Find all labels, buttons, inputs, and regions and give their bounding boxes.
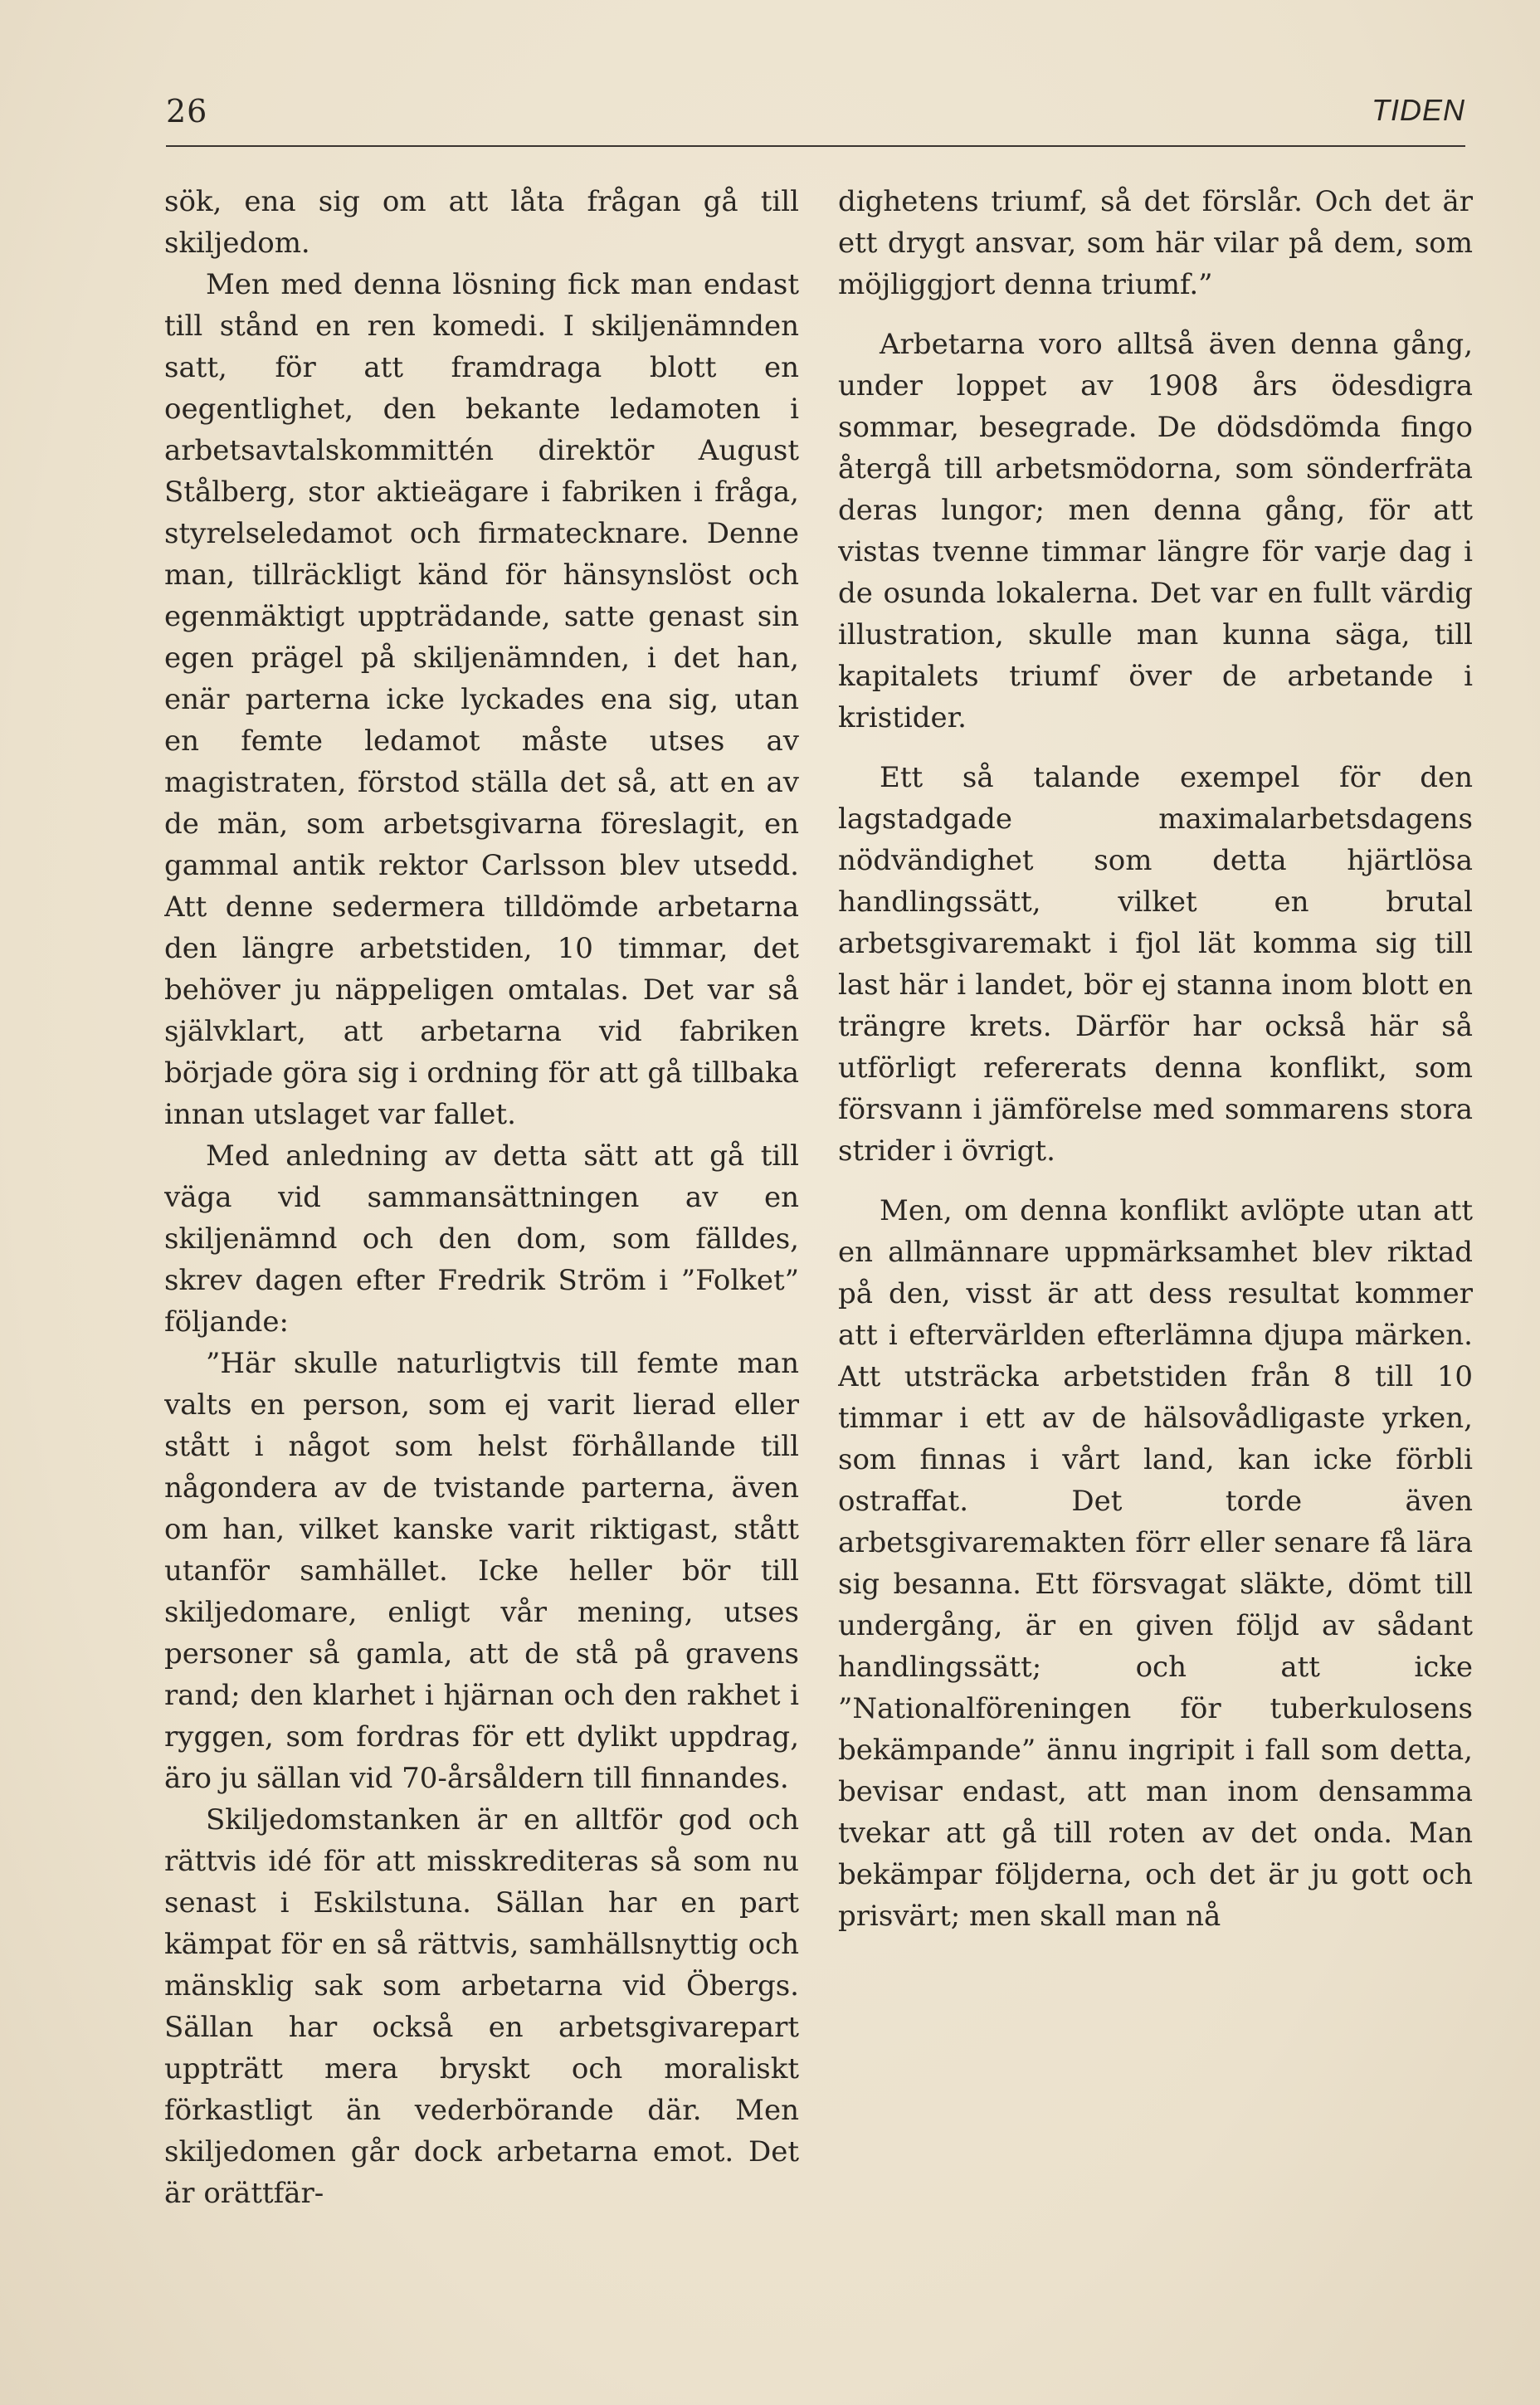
left-column <box>164 181 799 2272</box>
paragraph: Men med denna lösning fick man endast till stånd en ren komedi. I skiljenämnden satt, för att framdraga blott en oegentlighet, den bekante ledamoten i arbetsavtalskommittén direktör August Stålberg, stor aktieägare i fabriken i fråga, styrelseledamot och firmatecknare. Denne man, tillräckligt känd för hänsynslöst och egenmäktigt uppträdande, satte genast sin egen prägel på skiljenämnden, i det han, enär parterna icke lyckades ena sig, utan en femte ledamot måste utses av magistraten, förstod ställa det så, att en av de män, som arbetsgivarna föreslagit, en gammal antik rektor Carlsson blev utsedd. Att denne sedermera tilldömde arbetarna den längre arbetstiden, 10 timmar, det behöver ju näppeligen omtalas. Det var så självklart, att arbetarna vid fabriken började göra sig i ordning för att gå tillbaka innan utslaget var fallet. <box>164 268 799 1131</box>
header-rule <box>166 145 1465 147</box>
paragraph: Med anledning av detta sätt att gå till väga vid sammansättningen av en skiljenämnd och den dom, som fälldes, skrev dagen efter Fredrik Ström i ”Folket” följande: <box>164 1139 799 1339</box>
paragraph: sök, ena sig om att låta frågan gå till skiljedom. <box>164 185 799 260</box>
right-column <box>838 181 1473 2272</box>
page-header <box>166 93 1465 143</box>
page-number: 26 <box>166 93 208 129</box>
quoted-paragraph: dighetens triumf, så det förslår. Och det är ett drygt ansvar, som här vilar på dem, som möjliggjort denna triumf.” <box>838 185 1473 301</box>
journal-title: TIDEN <box>1372 93 1465 127</box>
paragraph: Men, om denna konflikt avlöpte utan att en allmännare uppmärksamhet blev riktad på den, visst är att dess resultat kommer att i eftervärlden efterlämna djupa märken. Att utsträcka arbetstiden från 8 till 10 timmar i ett av de hälsovådligaste yrken, som finnas i vårt land, kan icke förbli ostraffat. Det torde även arbetsgivaremakten förr eller senare få lära sig besanna. Ett försvagat släkte, dömt till undergång, är en given följd av sådant handlingssätt; och att icke ”Nationalföreningen för tuberkulosens bekämpande” ännu ingripit i fall som detta, bevisar endast, att man inom densamma tvekar att gå till roten av det onda. Man bekämpar följderna, och det är ju gott och prisvärt; men skall man nå <box>838 1194 1473 1933</box>
quoted-paragraph: Skiljedomstanken är en alltför god och rättvis idé för att misskrediteras så som nu senast i Eskilstuna. Sällan har en part kämpat för en så rättvis, samhällsnyttig och mänsklig sak som arbetarna vid Öbergs. Sällan har också en arbetsgivarepart uppträtt mera bryskt och moraliskt förkastligt än vederbörande där. Men skiljedomen går dock arbetarna emot. Det är orättfär- <box>164 1803 799 2210</box>
paragraph: Ett så talande exempel för den lagstadgade maximalarbetsdagens nödvändighet som detta hjärtlösa handlingssätt, vilket en brutal arbetsgivaremakt i fjol lät komma sig till last här i landet, bör ej stanna inom blott en trängre krets. Därför har också här så utförligt refererats denna konflikt, som försvann i jämförelse med sommarens stora strider i övrigt. <box>838 761 1473 1168</box>
quoted-paragraph: ”Här skulle naturligtvis till femte man valts en person, som ej varit lierad eller stått i något som helst förhållande till någondera av de tvistande parterna, även om han, vilket kanske varit riktigast, stått utanför samhället. Icke heller bör till skiljedomare, enligt vår mening, utses personer så gamla, att de stå på gravens rand; den klarhet i hjärnan och den rakhet i ryggen, som fordras för ett dylikt uppdrag, äro ju sällan vid 70-årsåldern till finnandes. <box>164 1347 799 1795</box>
paragraph: Arbetarna voro alltså även denna gång, under loppet av 1908 års ödesdigra sommar, besegrade. De dödsdömda fingo återgå till arbetsmödorna, som sönderfräta deras lungor; men denna gång, för att vistas tvenne timmar längre för varje dag i de osunda lokalerna. Det var en fullt värdig illustration, skulle man kunna säga, till kapitalets triumf över de arbetande i kristider. <box>838 328 1473 734</box>
